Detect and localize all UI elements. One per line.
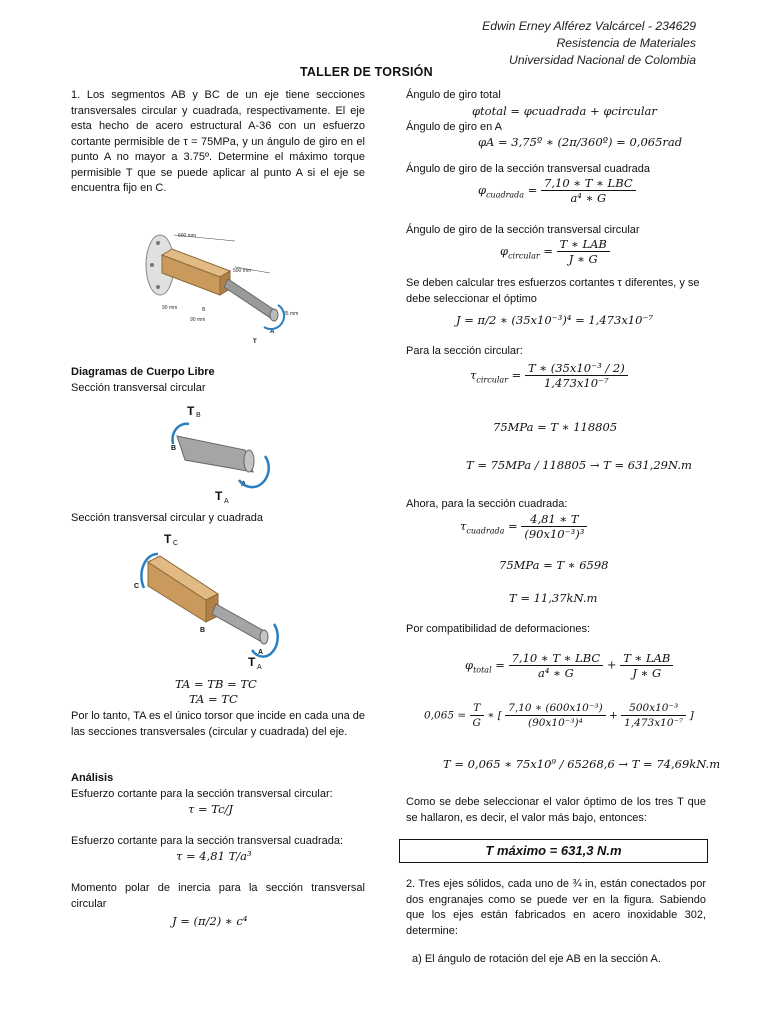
problem-2-item-a: a) El ángulo de rotación del eje AB en la sección A. <box>412 953 661 965</box>
problem-2-statement: 2. Tres ejes sólidos, cada uno de ¾ in, están conectados por dos engranajes como se puede ver en la figura. Sabiendo que los ejes están fabricados en acero inoxidable 302, determine: <box>406 878 706 937</box>
tau-square-den: (90x10⁻³)³ <box>524 527 585 541</box>
label-b: B <box>202 307 206 313</box>
compatibility-heading: Por compatibilidad de deformaciones: <box>406 623 591 635</box>
square-stress-eq: 75MPa = T ∗ 6598 <box>499 558 609 572</box>
compat-den-2: J ∗ G <box>632 666 662 680</box>
square-angle-den: a⁴ ∗ G <box>570 191 607 205</box>
dim-500: 500 mm <box>233 268 252 274</box>
total-angle-label: Ángulo de giro total <box>406 89 501 101</box>
total-angle-eq: φtotal = φcuadrada + φcircular <box>472 104 657 118</box>
circular-stress-eq: 75MPa = T ∗ 118805 <box>493 420 618 434</box>
circular-angle-den: J ∗ G <box>568 252 598 266</box>
compat-den-1: a⁴ ∗ G <box>538 666 574 680</box>
a-label-2: A <box>258 649 264 656</box>
compat-num-1: 7,10 ∗ T ∗ LBC <box>509 651 604 666</box>
polar-moment-label: Momento polar de inercia para la sección transversal circular <box>71 882 365 910</box>
tc-label: T <box>164 532 172 546</box>
circular-section-label: Sección transversal circular <box>71 382 206 394</box>
ta-sub: A <box>224 498 229 505</box>
ta-label: T <box>215 489 223 503</box>
label-t: T <box>253 339 257 345</box>
angle-a-label: Ángulo de giro en A <box>406 121 503 133</box>
square-torque-result: T = 11,37kN.m <box>509 591 598 605</box>
three-stresses-text: Se deben calcular tres esfuerzos cortantes τ diferentes, y se debe seleccionar el óptimo <box>406 277 700 305</box>
ta-label-2: T <box>248 655 256 669</box>
compatibility-torque-result: T = 0,065 ∗ 75x10⁹ / 65268,6 → T = 74,69kN.m <box>443 757 721 771</box>
circular-torque-result: T = 75MPa / 118805 → T = 631,29N.m <box>466 458 692 472</box>
tau-circular-eq: $\tau_{circular}$ = $\frac{\text{T ∗ (35x10⁻³ / 2)}}{\text{1,473x10⁻⁷}}$ <box>470 361 628 390</box>
selection-text: Como se debe seleccionar el valor óptimo de los tres T que se hallaron, es decir, el valor más bajo, entonces: <box>406 796 706 824</box>
total-angle-compat-eq: $\varphi_{total}$ = $\frac{\text{7,10 ∗ T ∗ LBC}}{\text{a⁴ ∗ G}}$ + $\frac{\text{T ∗ LAB}}{J ∗ G}$ <box>465 651 673 680</box>
shear-square-eq: τ = 4,81 T/a³ <box>176 849 252 863</box>
polar-moment-value-eq: J = π/2 ∗ (35x10⁻³)⁴ = 1,473x10⁻⁷ <box>456 313 654 327</box>
square-section-heading: Ahora, para la sección cuadrada: <box>406 498 568 510</box>
page-title: TALLER DE TORSIÓN <box>300 65 433 79</box>
c-label: C <box>134 583 140 590</box>
university-line: Universidad Nacional de Colombia <box>509 53 696 67</box>
angle-a-eq: φA = 3,75º ∗ (2π/360º) = 0,065rad <box>478 135 683 149</box>
combined-fbd-figure <box>130 528 280 671</box>
circular-section-heading: Para la sección circular: <box>406 345 523 357</box>
dim-600: 600 mm <box>178 233 197 239</box>
result-box: T máximo = 631,3 N.m <box>399 839 708 863</box>
compat-num-2: T ∗ LAB <box>620 651 673 666</box>
course-line: Resistencia de Materiales <box>556 36 696 50</box>
torque-equality-eq-2: TA = TC <box>189 692 238 706</box>
shear-circular-label: Esfuerzo cortante para la sección transversal circular: <box>71 788 333 800</box>
analysis-heading: Análisis <box>71 772 114 784</box>
b-label-2: B <box>200 627 206 634</box>
dim-90a: 90 mm <box>162 305 178 311</box>
circular-angle-num: T ∗ LAB <box>557 237 610 252</box>
tc-sub: C <box>173 540 179 547</box>
ta-sub-2: A <box>257 664 262 671</box>
dim-35: 35 mm <box>283 311 299 317</box>
circular-fbd-figure <box>165 398 275 508</box>
tau-square-num: 4,81 ∗ T <box>521 512 587 527</box>
square-angle-eq: $\varphi_{cuadrada}$ = $\frac{\text{7,10 ∗ T ∗ LBC}}{\text{a⁴ ∗ G}}$ <box>478 176 636 205</box>
tb-label: T <box>187 404 195 418</box>
document-header <box>482 18 696 69</box>
tau-circular-num: T ∗ (35x10⁻³ / 2) <box>525 361 628 376</box>
label-a: A <box>270 329 275 335</box>
problem-1-statement: 1. Los segmentos AB y BC de un eje tiene secciones transversales circular y cuadrada, respectivamente. El eje esta hecho de acero estructural A-36 con un esfuerzo cortante permisible de τ = 75MPa, y un ángulo de giro en el punto A no mayor a 3.75º. Determine el máximo torque permisible T que se puede aplicar al punto A si el eje se encuentra fijo en C. <box>71 89 365 194</box>
square-angle-label: Ángulo de giro de la sección transversal cuadrada <box>406 163 650 175</box>
author-line: Edwin Erney Alférez Valcárcel - 234629 <box>482 19 696 33</box>
circular-angle-label: Ángulo de giro de la sección transversal circular <box>406 224 640 236</box>
tau-circular-den: 1,473x10⁻⁷ <box>543 376 609 390</box>
conclusion-text: Por lo tanto, TA es el único torsor que incide en cada una de las secciones transversales (circular y cuadrada) del eje. <box>71 710 365 738</box>
b-label: B <box>171 445 177 452</box>
circular-square-section-label: Sección transversal circular y cuadrada <box>71 512 263 524</box>
shear-circular-eq: τ = Tc/J <box>188 802 234 816</box>
dim-90b: 90 mm <box>190 317 206 323</box>
tb-sub: B <box>196 412 201 419</box>
circular-angle-eq: $\varphi_{circular}$ = $\frac{\text{T ∗ LAB}}{J ∗ G}$ <box>500 237 610 266</box>
torque-equality-eq: TA = TB = TC <box>175 677 257 691</box>
tau-square-eq: $\tau_{cuadrada}$ = $\frac{4,81 ∗ T}{\text{(90x10⁻³)³}}$ <box>460 512 587 541</box>
compatibility-substitution-eq: 0,065 = $\frac{T}{G}$ ∗ [ $\frac{\text{7,10 ∗ (600x10⁻³)}}{\text{(90x10⁻³)⁴}}$ + $\frac{\text{500x10⁻³}}{\text{1,473x10⁻⁷}}$ ] <box>424 702 694 729</box>
square-angle-num: 7,10 ∗ T ∗ LBC <box>541 176 636 191</box>
shear-square-label: Esfuerzo cortante para la sección transversal cuadrada: <box>71 835 344 847</box>
polar-moment-eq: J = (π/2) ∗ c⁴ <box>172 914 248 928</box>
dcl-heading: Diagramas de Cuerpo Libre <box>71 366 215 378</box>
a-label: A <box>241 481 247 488</box>
shaft-figure <box>140 215 310 350</box>
